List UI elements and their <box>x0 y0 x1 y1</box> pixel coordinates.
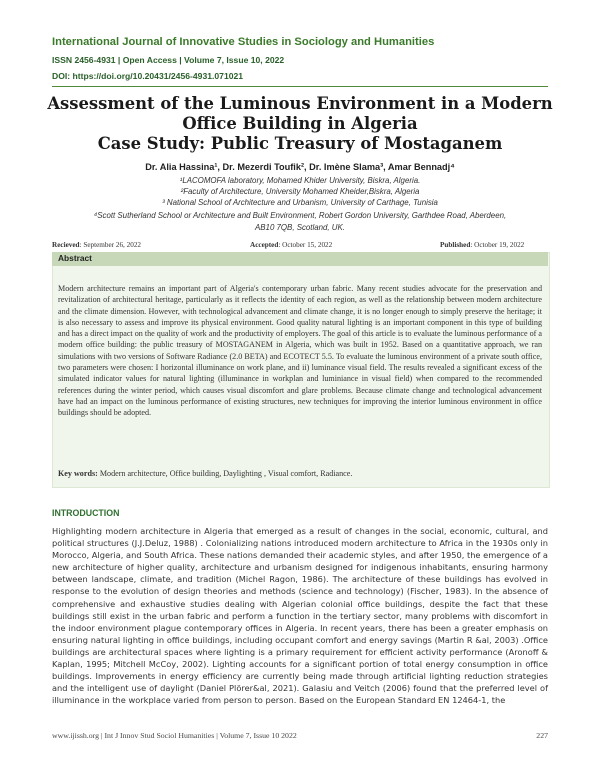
header-rule <box>52 86 548 87</box>
received-date: Recieved: September 26, 2022 <box>52 241 142 249</box>
introduction-text: Highlighting modern architecture in Algeria that emerged as a result of changes in the social, economic, cultural, and political structures (J.J.Deluz, 1988) . Colonializing nations introduced modern architecture to Africa in the 1930s only in Morocco, Algeria, and South Africa. These nations demanded their academic styles, and after 1950, the emergence of a new architecture of higher quality, architecture and urbanism designed for indigenous inhabitants, ensuring harmony between landscape, climate, and tradition (Michel Ragon, 1986). The architecture of these buildings has evolved in response to the evolution of design theories and methods (science and technology) (Fischer, 1983). In the absence of comprehensive and exhaustive studies dealing with Algerian colonial office buildings, despite the fact that these buildings still exist in the urban fabric and perform a function in the tertiary sector, many problems with discomfort in the indoor environment plague contemporary offices in Algeria. In recent years, there has been a greater emphasis on ensuring natural lighting in office buildings, including occupant comfort and energy savings (Martin R &al, 2003) .Office buildings are architectural spaces where lighting is a primary requirement for efficient activity performance (Aronoff & Kaplan, 1995; Mitchell McCoy, 2002). Lighting accounts for a significant portion of total energy consumption in office buildings. Improvements in energy efficiency are currently being made through artificial lighting reduction strategies and the intelligent use of daylight (Daniel Plörer&al, 2021). Galasiu and Veitch (2006) found that the preferred level of illuminance in the workplace varied from person to person. Based on the European Standard EN 12464-1, the <box>52 526 548 706</box>
accepted-date: Accepted: October 15, 2022 <box>250 241 333 249</box>
published-date: Published: October 19, 2022 <box>440 241 525 249</box>
abstract-heading: Abstract <box>58 253 92 263</box>
affiliation-4-cont: AB10 7QB, Scotland, UK. <box>255 223 345 232</box>
introduction-heading: INTRODUCTION <box>52 508 120 518</box>
affiliation-4: ⁴Scott Sutherland School or Architecture and Built Environment, Robert Gordon University, Garthdee Road, Aberdeen, <box>93 211 507 220</box>
abstract-text: Modern architecture remains an important part of Algeria's contemporary urban fabric. Many recent studies advocate for the preservation and revitalization of architectural heritage, particularly as it reflects the identity of each region, as well as the relationship between modern architecture and the climate dimension. However, with technological advancement and climate change, it is no longer enough to simply preserve the heritage; it is also necessary to assess and improve its physical environment. Good quality natural lighting is an important component in this type of building and has a direct impact on the quality of work and the productivity of employers. The goal of this article is to evaluate the luminous performance of a modern office building: the public treasury of MOSTAGANEM in Algeria, which was built in 1952. Based on a quantitative approach, we ran simulations with two versions of Software Radiance (2.0 BETA) and ECOTECT 5.5. To evaluate the luminous environment of a private south office, two parameters were chosen: I horizontal illuminance on work plane, and ii) luminance visual field. The results revealed a significant excess of the simulated indicator values for natural lighting (illuminance in workplan and luminiance in visual field) when compared to the recommended references during the winter period, which causes visual discomfort and glare problems. Because climate change and technological advancement have had an impact on the luminous performance of existing structures, new techniques for improving the interior luminous environment in office buildings should be adopted. <box>58 284 542 418</box>
abstract-header <box>52 252 548 266</box>
affiliation-1: ¹LACOMOFA laboratory, Mohamed Khider University, Biskra, Algeria. <box>179 176 421 185</box>
footer-citation[interactable]: www.ijissh.org | Int J Innov Stud Sociol Humanities | Volume 7, Issue 10 2022 <box>52 731 297 740</box>
authors: Dr. Alia Hassina¹, Dr. Mezerdi Toufik², Dr. Imène Slama³, Amar Bennadj⁴ <box>145 162 455 172</box>
doi-line[interactable]: DOI: https://doi.org/10.20431/2456-4931.071021 <box>52 71 244 81</box>
page-number: 227 <box>536 731 548 740</box>
title-line-2: Office Building in Algeria <box>182 114 418 133</box>
title-line-1: Assessment of the Luminous Environment in a Modern <box>47 94 553 113</box>
page-footer <box>52 731 548 740</box>
issn-line: ISSN 2456-4931 | Open Access | Volume 7, Issue 10, 2022 <box>52 55 285 65</box>
journal-name: International Journal of Innovative Studies in Sociology and Humanities <box>52 36 435 48</box>
affiliation-3: ³ National School of Architecture and Urbanism, University of Carthage, Tunisia <box>162 198 438 207</box>
keywords: Key words: Modern architecture, Office building, Daylighting , Visual comfort, Radiance. <box>58 469 353 478</box>
title-line-3: Case Study: Public Treasury of Mostaganem <box>97 134 503 153</box>
affiliation-2: ²Faculty of Architecture, University Mohamed Kheider,Biskra, Algeria <box>180 187 420 196</box>
